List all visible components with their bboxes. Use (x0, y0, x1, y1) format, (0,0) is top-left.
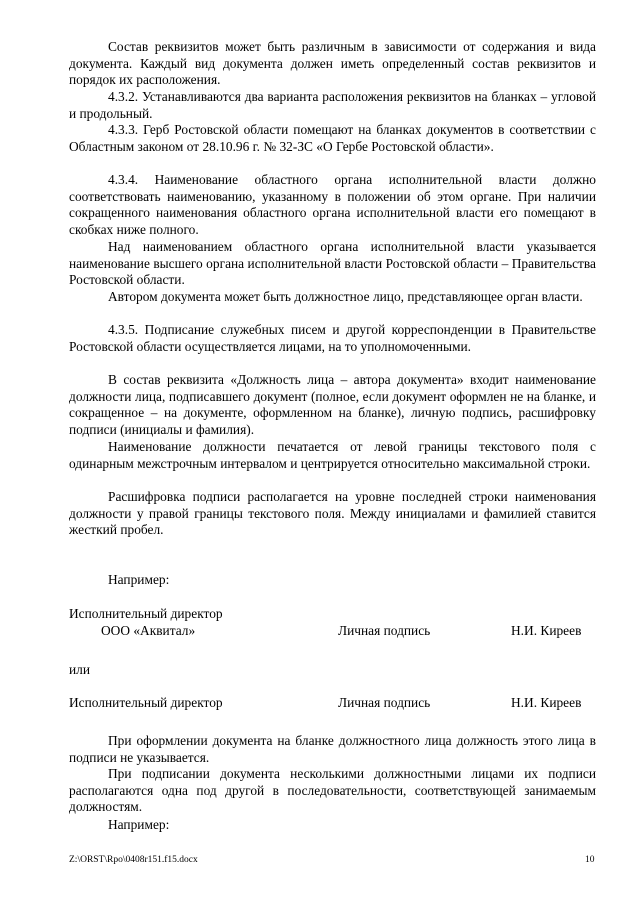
paragraph-requisites-composition: Состав реквизитов может быть различным в зависимости от содержания и вида документа. Каждый вид документа должен иметь определенный состав реквизитов и порядок их расположения. (69, 39, 596, 88)
example2-name: Н.И. Киреев (511, 695, 582, 710)
paragraph-signature-decoding: Расшифровка подписи располагается на уровне последней строки наименования должности у правой границы текстового поля. Между инициалами и фамилией ставится жесткий пробел. (69, 489, 596, 538)
paragraph-document-author: Автором документа может быть должностное лицо, представляющее орган власти. (108, 289, 583, 304)
example-signature: Личная подпись (338, 623, 431, 638)
example2-signature: Личная подпись (338, 695, 431, 710)
example-name: Н.И. Киреев (511, 623, 582, 638)
paragraph-4-3-2: 4.3.2. Устанавливаются два варианта расположения реквизитов на бланках – угловой и продольный. (69, 89, 596, 121)
example2-position: Исполнительный директор (69, 695, 223, 710)
example-label: Например: (108, 572, 170, 587)
paragraph-position-printing: Наименование должности печатается от левой границы текстового поля с одинарным межстрочным интервалом и центрируется относительно максимальной строки. (69, 439, 596, 471)
footer-file-path: Z:\ORST\Rpo\0408r151.f15.docx (69, 855, 198, 865)
or-text: или (69, 662, 91, 677)
paragraph-official-blank: При оформлении документа на бланке должностного лица должность этого лица в подписи не указывается. (69, 733, 596, 765)
example-label-2: Например: (108, 817, 170, 832)
paragraph-4-3-5: 4.3.5. Подписание служебных писем и другой корреспонденции в Правительстве Ростовской области осуществляется лицами, на то уполномоченными. (69, 322, 596, 354)
paragraph-higher-authority: Над наименованием областного органа исполнительной власти указывается наименование высшего органа исполнительной власти Ростовской области – Правительства Ростовской области. (69, 239, 596, 288)
example-position-line2: ООО «Аквитал» (101, 623, 196, 638)
paragraph-multiple-signatures: При подписании документа несколькими должностными лицами их подписи располагаются одна под другой в последовательности, соответствующей занимаемым должностям. (69, 766, 596, 815)
footer-page-number: 10 (585, 855, 595, 865)
example-position-line1: Исполнительный директор (69, 606, 223, 621)
paragraph-4-3-3: 4.3.3. Герб Ростовской области помещают на бланках документов в соответствии с Областным законом от 28.10.96 г. № 32-ЗС «О Гербе Ростовской области». (69, 122, 596, 154)
paragraph-position-requisite: В состав реквизита «Должность лица – автора документа» входит наименование должности лица, подписавшего документ (полное, если документ оформлен не на бланке, и сокращенное – на документе, оформленном на бланке), личную подпись, расшифровку подписи (инициалы и фамилия). (69, 372, 596, 437)
paragraph-4-3-4: 4.3.4. Наименование областного органа исполнительной власти должно соответствовать наименованию, указанному в положении об этом органе. При наличии сокращенного наименования областного органа исполнительной власти его помещают в скобках ниже полного. (69, 172, 596, 237)
